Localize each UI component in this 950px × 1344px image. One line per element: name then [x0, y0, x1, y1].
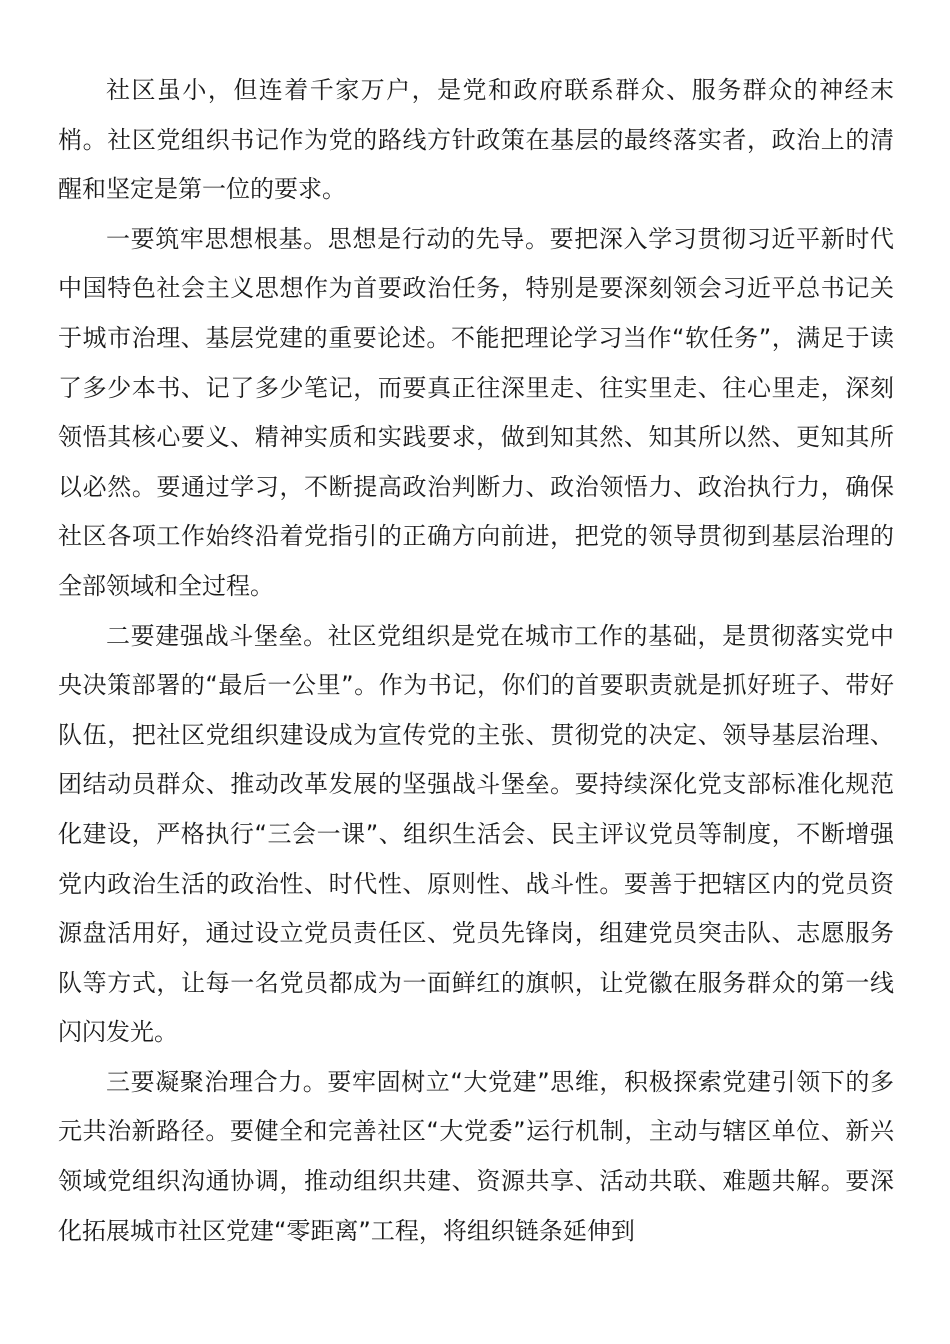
paragraph-intro: 社区虽小，但连着千家万户，是党和政府联系群众、服务群众的神经末梢。社区党组织书记作为党的路线方针政策在基层的最终落实者，政治上的清醒和坚定是第一位的要求。: [58, 76, 894, 204]
paragraph-strengthen-ideology: 一要筑牢思想根基。思想是行动的先导。要把深入学习贯彻习近平新时代中国特色社会主义思想作为首要政治任务，特别是要深刻领会习近平总书记关于城市治理、基层党建的重要论述。不能把理论学习当作“软任务”，满足于读了多少本书、记了多少笔记，而要真正往深里走、往实里走、往心里走，深刻领悟其核心要义、精神实质和实践要求，做到知其然、知其所以然、更知其所以必然。要通过学习，不断提高政治判断力、政治领悟力、政治执行力，确保社区各项工作始终沿着党指引的正确方向前进，把党的领导贯彻到基层治理的全部领域和全过程。: [58, 224, 894, 600]
paragraph-build-fortress: 二要建强战斗堡垒。社区党组织是党在城市工作的基础，是贯彻落实党中央决策部署的“最后一公里”。作为书记，你们的首要职责就是抓好班子、带好队伍，把社区党组织建设成为宣传党的主张、贯彻党的决定、领导基层治理、团结动员群众、推动改革发展的坚强战斗堡垒。要持续深化党支部标准化规范化建设，严格执行“三会一课”、组织生活会、民主评议党员等制度，不断增强党内政治生活的政治性、时代性、原则性、战斗性。要善于把辖区内的党员资源盘活用好，通过设立党员责任区、党员先锋岗，组建党员突击队、志愿服务队等方式，让每一名党员都成为一面鲜红的旗帜，让党徽在服务群众的第一线闪闪发光。: [58, 621, 894, 1047]
paragraph-governance-synergy: 三要凝聚治理合力。要牢固树立“大党建”思维，积极探索党建引领下的多元共治新路径。要健全和完善社区“大党委”运行机制，主动与辖区单位、新兴领域党组织沟通协调，推动组织共建、资源共享、活动共联、难题共解。要深化拓展城市社区党建“零距离”工程，将组织链条延伸到: [58, 1067, 894, 1245]
document-body: [58, 66, 894, 1256]
